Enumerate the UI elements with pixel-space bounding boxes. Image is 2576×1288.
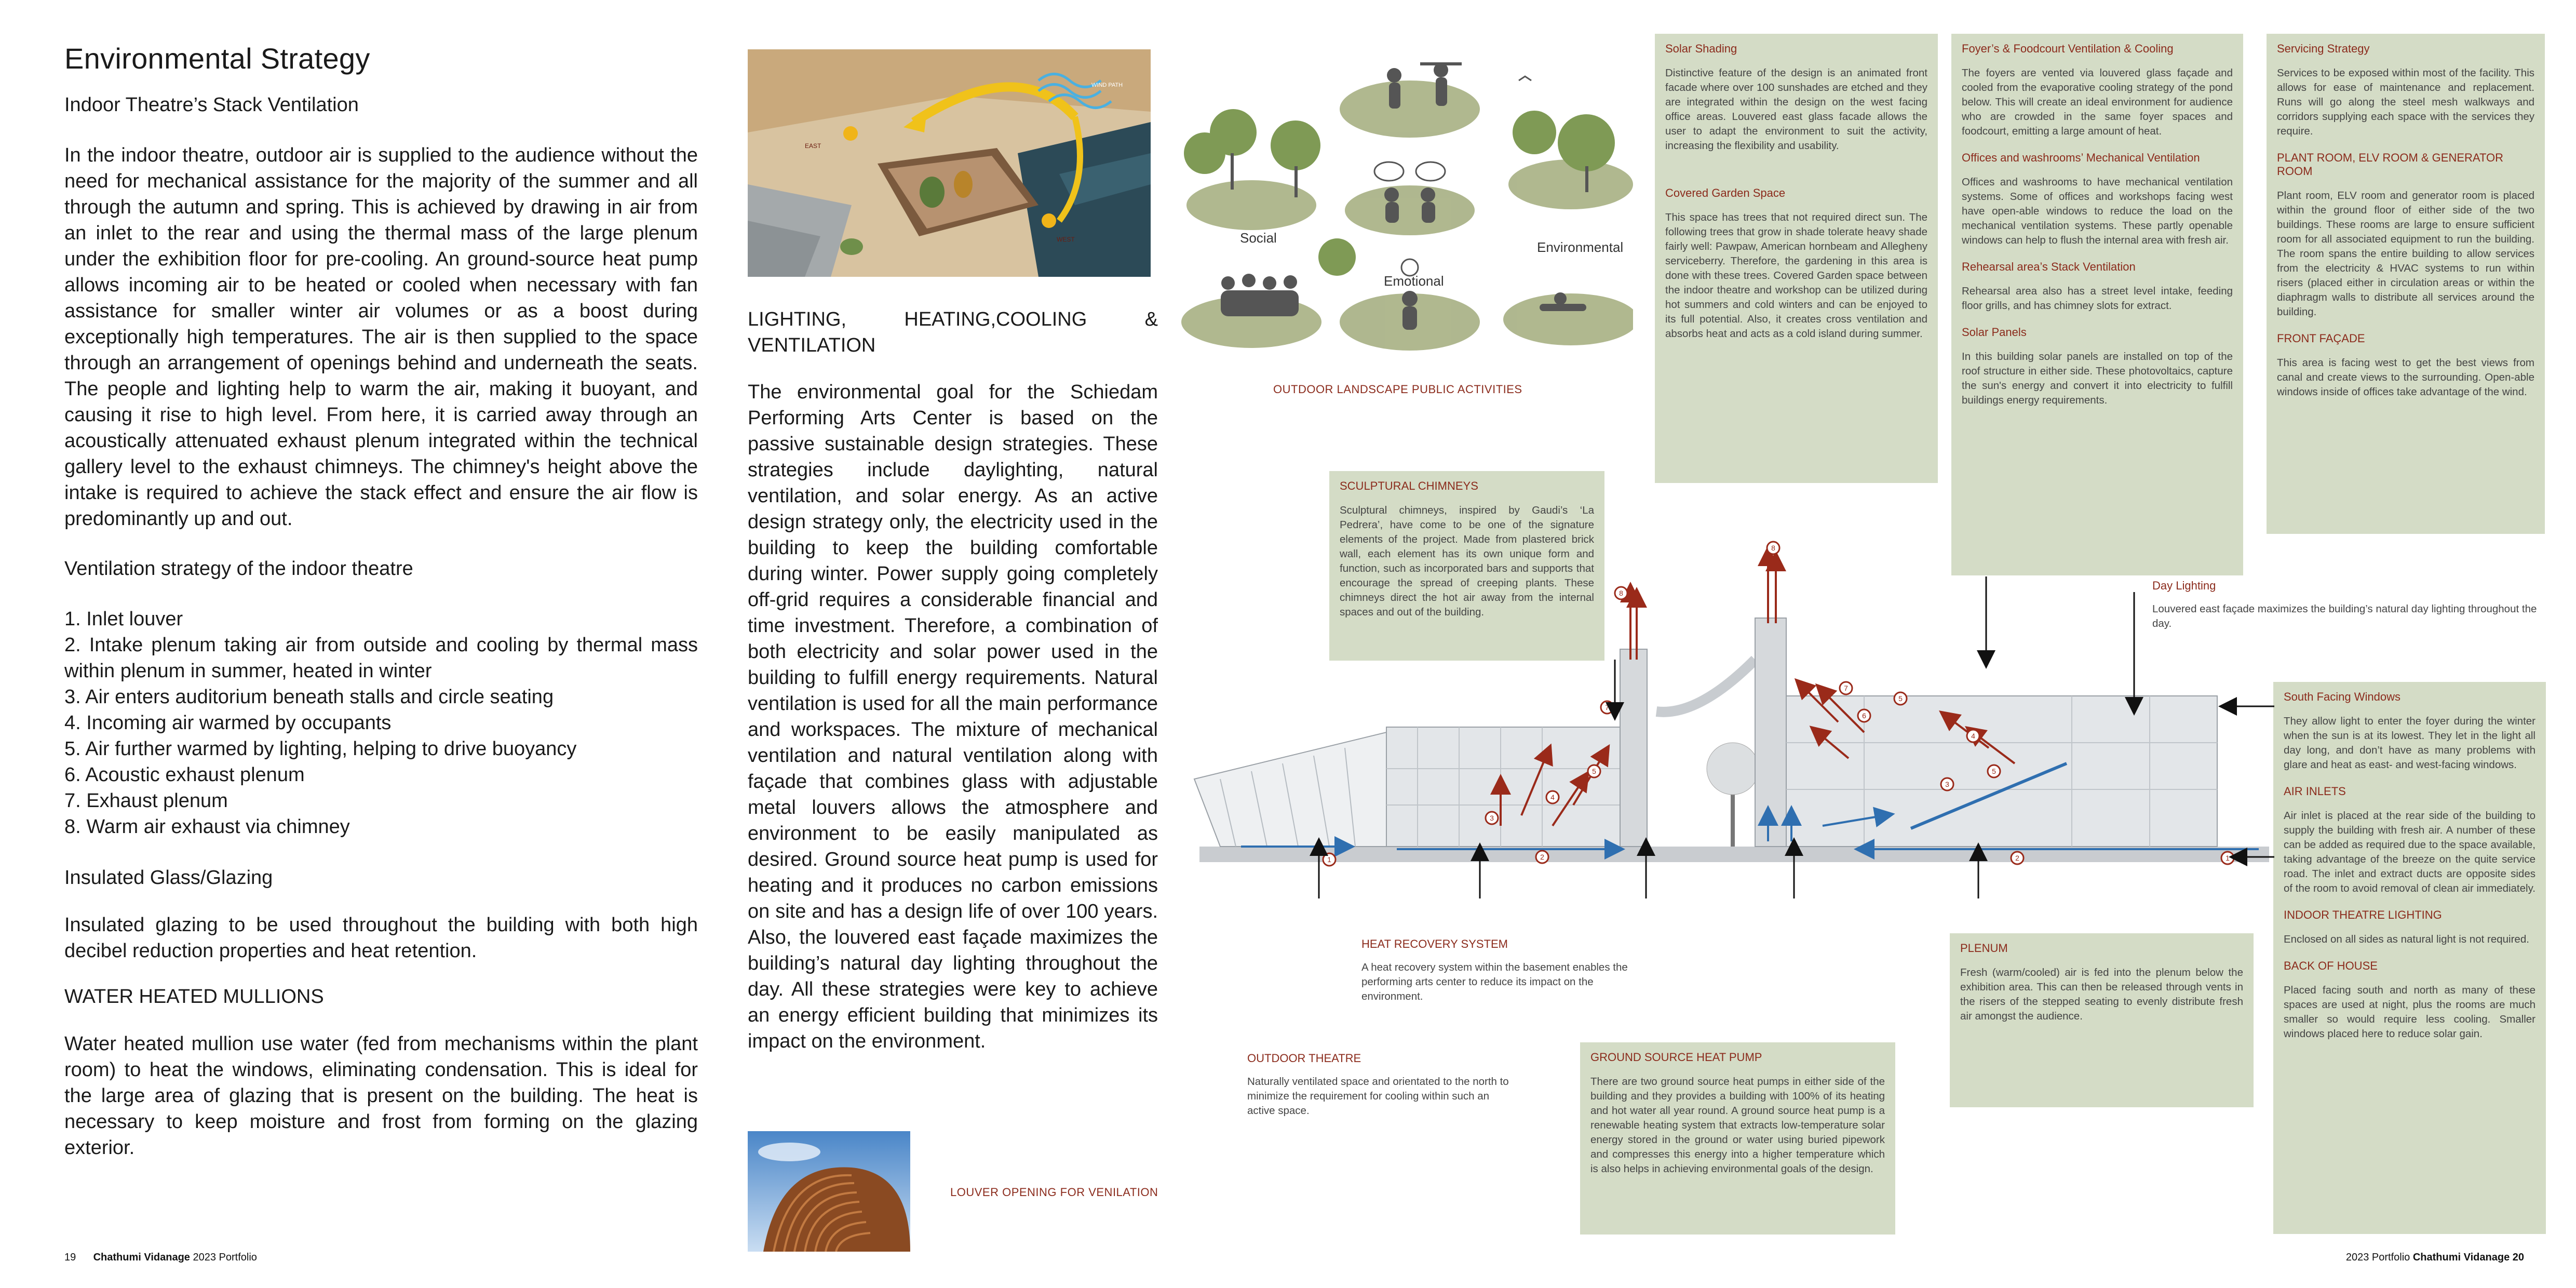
section-diagram bbox=[1189, 535, 2274, 898]
heat-recovery-note bbox=[1361, 937, 1631, 1004]
list-item: 6. Acoustic exhaust plenum bbox=[64, 764, 305, 786]
solar-shading-title: Solar Shading bbox=[1665, 42, 1737, 55]
diagram-marker-7b: 7 bbox=[1605, 703, 1609, 712]
list-item: 5. Air further warmed by lighting, helping to drive buoyancy bbox=[64, 738, 577, 760]
aerial-site-image bbox=[748, 49, 1151, 277]
plenum-title: PLENUM bbox=[1960, 942, 2008, 955]
plenum-text: Fresh (warm/cooled) air is fed into the plenum below the exhibition area. This can then be released through vents in the risers of the stepped seating to evenly distribute fresh air amongst the audience. bbox=[1960, 967, 2243, 1022]
page-number-right: 20 bbox=[2512, 1252, 2524, 1263]
air-inlets-title: AIR INLETS bbox=[2284, 785, 2346, 798]
daylighting-title: Day Lighting bbox=[2152, 579, 2216, 592]
outdoor-theatre-text: Naturally ventilated space and orientated to the north to minimize the requirement for cooling within such an active space. bbox=[1247, 1076, 1509, 1117]
author-name-left: Chathumi Vidanage bbox=[93, 1252, 190, 1263]
back-of-house-text: Placed facing south and north as many of these spaces are used at night, plus the rooms are much smaller so would require less cooling. Smaller windows placed here to reduce solar gain. bbox=[2284, 984, 2535, 1040]
solar-shading-text: Distinctive feature of the design is an animated front facade where over 100 sunshades are etched and they are integrated within the design on the west facing office areas. Louvered east glass facade allows the user to adapt the environment to suit the activity, increasing the flexibility and usability. bbox=[1665, 67, 1927, 152]
diagram-marker-2b: 2 bbox=[2015, 854, 2019, 862]
plant-room-text: Plant room, ELV room and generator room is placed within the ground floor of either side of the two buildings. These rooms are large to ensure sufficient room for all associated equipment to run the building. The room spans the entire building to allow services from the electricity & HVAC systems to run within risers (placed either in circulation areas or within the diaphragm walls to distribute all services around the building. bbox=[2277, 190, 2534, 318]
servicing-panel bbox=[2267, 34, 2545, 534]
activities-caption: OUTDOOR LANDSCAPE PUBLIC ACTIVITIES bbox=[1273, 383, 1522, 396]
insulated-glass-heading: Insulated Glass/Glazing bbox=[64, 867, 273, 889]
portfolio-year-left: 2023 Portfolio bbox=[193, 1252, 257, 1263]
foyer-title: Foyer’s & Foodcourt Ventilation & Cooling bbox=[1962, 42, 2174, 55]
theatre-lighting-title: INDOOR THEATRE LIGHTING bbox=[2284, 908, 2442, 921]
list-item: 8. Warm air exhaust via chimney bbox=[64, 816, 350, 838]
front-facade-text: This area is facing west to get the best views from canal and create views to the surrounding. Open-able windows inside of offices take advantage of the wind. bbox=[2277, 357, 2534, 398]
heat-recovery-text: A heat recovery system within the basement enables the performing arts center to reduce its impact on the environment. bbox=[1361, 961, 1628, 1002]
chimneys-title: SCULPTURAL CHIMNEYS bbox=[1340, 479, 1478, 492]
diagram-marker-1b: 1 bbox=[2226, 854, 2230, 862]
solar-panels-text: In this building solar panels are installed on top of the roof structure in either side. These photovoltaics, capture the sun's energy and convert it into electricity to fulfill buildings energy requirements. bbox=[1962, 351, 2233, 406]
environmental-goal-text: The environmental goal for the Schiedam Performing Arts Center is based on the passive sustainable design strategies. These strategies include daylighting, natural ventilation, and solar energy. As an active design strategy only, the electricity used in the building to keep the building comfortable during winter. Power supply going completely off-grid requires a considerable financial and time investment. Therefore, a combination of both electricity and solar power used in the building to fulfill energy requirements. Natural ventilation is used for all the main performance and workspaces. The mixture of mechanical ventilation and natural ventilation along with façade that combines glass with adjustable metal louvers allows the atmosphere and environment to be easily manipulated as desired. Ground source heat pump is used for heating and it produces no carbon emissions on site and has a design life of over 100 years. Also, the louvered east façade maximizes the building’s natural day lighting throughout the day. All these strategies were key to achieve an energy efficient building that minimizes its impact on the environment. bbox=[748, 381, 1158, 1052]
water-mullions-text: Water heated mullion use water (fed from mechanisms within the plant room) to heat the windows, eliminating condensation. This is ideal for the large area of glazing that is present on the building. The heat is necessary to keep moisture and frost from forming on the glazing exterior. bbox=[64, 1033, 698, 1159]
diagram-marker-8b: 8 bbox=[1771, 544, 1775, 552]
list-item: 3. Air enters auditorium beneath stalls and circle seating bbox=[64, 686, 554, 708]
activities-illustration bbox=[1176, 39, 1633, 371]
outdoor-theatre-title: OUTDOOR THEATRE bbox=[1247, 1052, 1361, 1065]
footer-right bbox=[2346, 1252, 2524, 1264]
insulated-glass-text: Insulated glazing to be used throughout the building with both high decibel reduction properties and heat retention. bbox=[64, 914, 698, 962]
louver-caption: LOUVER OPENING FOR VENILATION bbox=[950, 1186, 1158, 1199]
offices-text: Offices and washrooms to have mechanical ventilation systems. Some of offices and workshops facing west have open-able windows to reduce the load on the mechanical ventilation systems. These partly openable windows can help to flush the internal area with fresh air. bbox=[1962, 176, 2233, 246]
activities-drawing bbox=[1176, 39, 1633, 371]
middle-text-column bbox=[748, 306, 1158, 1054]
louver-dome-illustration bbox=[748, 1131, 910, 1252]
stack-ventilation-heading: Indoor Theatre’s Stack Ventilation bbox=[64, 94, 359, 116]
theatre-lighting-text: Enclosed on all sides as natural light is not required. bbox=[2284, 933, 2529, 945]
rehearsal-title: Rehearsal area’s Stack Ventilation bbox=[1962, 260, 2136, 273]
diagram-marker-5b: 5 bbox=[1592, 767, 1596, 775]
label-social: Social bbox=[1240, 230, 1277, 246]
diagram-marker-4: 4 bbox=[1550, 793, 1555, 801]
outdoor-theatre-note bbox=[1247, 1052, 1517, 1118]
servicing-text: Services to be exposed within most of the facility. This allows for ease of maintenance and replacement. Runs will go along the steel mesh walkways and corridors supplying each space with the services they require. bbox=[2277, 67, 2534, 137]
aerial-site-illustration bbox=[748, 49, 1151, 277]
diagram-marker-7: 7 bbox=[1844, 684, 1848, 692]
page-number-left: 19 bbox=[64, 1252, 76, 1263]
diagram-marker-3b: 3 bbox=[1945, 780, 1949, 788]
rehearsal-text: Rehearsal area also has a street level intake, feeding floor grills, and has chimney slots for extract. bbox=[1962, 285, 2233, 312]
left-text-column bbox=[64, 42, 698, 1161]
heat-recovery-title: HEAT RECOVERY SYSTEM bbox=[1361, 937, 1508, 950]
covered-garden-text: This space has trees that not required direct sun. The following trees that grow in shade tolerate heavy shade fairly well: Pawpaw, American hornbeam and Allegheny serviceberry. Therefore, the gardening in this area is done with these trees. Covered Garden space between the indoor theatre and workshop can be utilized during hot summers and cold winters and can be enjoyed to its full potential. Also, it creates cross ventilation and absorbs heat and acts as a cold island during summer. bbox=[1665, 211, 1927, 340]
diagram-marker-3: 3 bbox=[1490, 814, 1494, 822]
solar-shading-panel bbox=[1655, 34, 1938, 483]
gshp-title: GROUND SOURCE HEAT PUMP bbox=[1590, 1051, 1762, 1064]
diagram-marker-5: 5 bbox=[1992, 767, 1996, 775]
plenum-panel bbox=[1950, 933, 2254, 1107]
list-item: 7. Exhaust plenum bbox=[64, 790, 228, 812]
lighting-heading: LIGHTING, HEATING,COOLING & VENTILATION bbox=[748, 308, 1158, 356]
solar-panels-title: Solar Panels bbox=[1962, 326, 2027, 339]
offices-title: Offices and washrooms’ Mechanical Ventilation bbox=[1962, 151, 2200, 164]
diagram-marker-2: 2 bbox=[1540, 853, 1544, 861]
stack-ventilation-text: In the indoor theatre, outdoor air is supplied to the audience without the need for mechanical assistance for the majority of the summer and all through the autumn and spring. This is achieved by drawing in air from an inlet to the rear and using the thermal mass of the large plenum under the exhibition floor for pre-cooling. An ground-source heat pump allows incoming air to be heated or cooled when necessary with fan assistance for smaller winter air volumes or as a boost during exceptionally high temperatures. The air is then supplied to the space through an arrangement of openings behind and underneath the seats. The people and lighting help to warm the air, making it buoyant, and causing it rise to high level. From here, it is carried away through an acoustically attenuated exhaust plenum integrated within the technical gallery level to the exhaust chimneys. The chimney's height above the intake is required to achieve the stack effect and ensure the air flow is predominantly up and out. bbox=[64, 144, 698, 530]
air-inlets-text: Air inlet is placed at the rear side of the building to supply the building with fresh air. A number of these can be added as required due to the space available, taking advantage of the breeze on the quite service road. The inlet and extract ducts are opposite sides of the room to avoid removal of clean air immediately. bbox=[2284, 810, 2536, 894]
list-item: 1. Inlet louver bbox=[64, 608, 183, 630]
ventilation-strategy-heading: Ventilation strategy of the indoor theatre bbox=[64, 558, 413, 580]
aerial-label-wind: WIND PATH bbox=[1091, 82, 1123, 88]
gshp-text: There are two ground source heat pumps in either side of the building and they provides a building with 100% of its heating and hot water all year round. A ground source heat pump is a renewable heating system that extracts low-temperature solar energy stored in the ground or water using buried pipework and compresses this energy into a higher temperature which is also helps in achieving environmental goals of the design. bbox=[1590, 1076, 1885, 1175]
louver-photo bbox=[748, 1131, 910, 1252]
foyer-text: The foyers are vented via louvered glass façade and cooled from the evaporative cooling strategy of the pond below. This will create an ideal environment for audience who are crowded in the same foyer spaces and foodcourt, emitting a large amount of heat. bbox=[1962, 67, 2233, 137]
diagram-marker-4b: 4 bbox=[1971, 732, 1975, 740]
ventilation-list bbox=[64, 606, 698, 840]
covered-garden-title: Covered Garden Space bbox=[1665, 186, 1786, 199]
label-environmental: Environmental bbox=[1537, 239, 1624, 255]
gshp-panel bbox=[1580, 1042, 1895, 1235]
plant-room-title: PLANT ROOM, ELV ROOM & GENERATOR ROOM bbox=[2277, 151, 2504, 178]
water-mullions-heading: WATER HEATED MULLIONS bbox=[64, 986, 324, 1008]
daylighting-text: Louvered east façade maximizes the building’s natural day lighting throughout the day. bbox=[2152, 603, 2537, 629]
foyer-panel bbox=[1951, 34, 2243, 575]
label-emotional: Emotional bbox=[1384, 273, 1444, 289]
author-name-right: Chathumi Vidanage bbox=[2412, 1252, 2510, 1263]
aerial-label-east: EAST bbox=[805, 142, 821, 150]
servicing-title: Servicing Strategy bbox=[2277, 42, 2370, 55]
diagram-marker-5c: 5 bbox=[1898, 694, 1903, 703]
page-title: Environmental Strategy bbox=[64, 42, 370, 75]
diagram-marker-8: 8 bbox=[1619, 589, 1623, 597]
diagram-marker-6: 6 bbox=[1862, 712, 1866, 720]
south-windows-title: South Facing Windows bbox=[2284, 690, 2400, 703]
back-of-house-title: BACK OF HOUSE bbox=[2284, 959, 2378, 972]
front-facade-title: FRONT FAÇADE bbox=[2277, 332, 2365, 345]
portfolio-year-right: 2023 Portfolio bbox=[2345, 1252, 2410, 1263]
footer-left bbox=[64, 1252, 257, 1264]
chimneys-text: Sculptural chimneys, inspired by Gaudi’s ‘La Pedrera’, have come to be one of the signature elements of the project. Made from plastered brick wall, each element has its own unique form and function, such as incorporated bars and supports that encourage the spread of creeping plants. These chimneys direct the hot air away from the internal spaces and out of the building. bbox=[1340, 504, 1594, 618]
list-item: 2. Intake plenum taking air from outside and cooling by thermal mass within plenum in summer, heated in winter bbox=[64, 634, 698, 682]
aerial-label-west: WEST bbox=[1057, 236, 1075, 243]
list-item: 4. Incoming air warmed by occupants bbox=[64, 712, 392, 734]
right-side-panel bbox=[2273, 682, 2546, 1234]
south-windows-text: They allow light to enter the foyer during the winter when the sun is at its lowest. They let in the light all day long, and don’t have as many problems with glare and heat as east- and west-facing windows. bbox=[2284, 715, 2535, 771]
building-section-drawing bbox=[1189, 535, 2274, 898]
diagram-marker-1: 1 bbox=[1327, 855, 1331, 864]
